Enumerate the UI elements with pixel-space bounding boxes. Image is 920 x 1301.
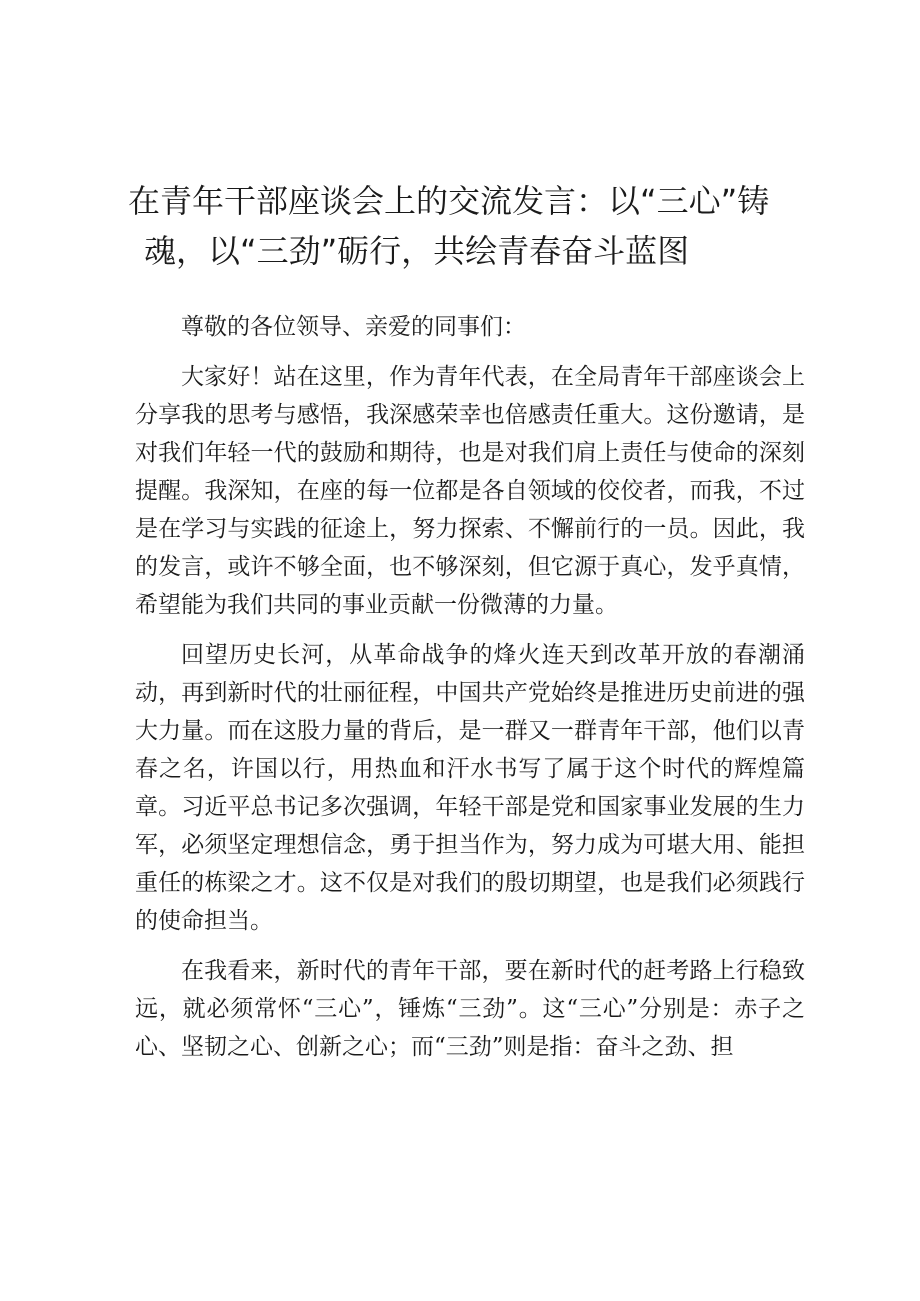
document-body	[135, 308, 805, 1078]
paragraph-3: 在我看来，新时代的青年干部，要在新时代的赶考路上行稳致远，就必须常怀“三心”，锤炼“三劲”。这“三心”分别是：赤子之心、坚韧之心、创新之心；而“三劲”则是指：奋斗之劲、担	[135, 958, 805, 1060]
paragraph-1: 大家好！站在这里，作为青年代表，在全局青年干部座谈会上分享我的思考与感悟，我深感荣幸也倍感责任重大。这份邀请，是对我们年轻一代的鼓励和期待，也是对我们肩上责任与使命的深刻提醒。我深知，在座的每一位都是各自领域的佼佼者，而我，不过是在学习与实践的征途上，努力探索、不懈前行的一员。因此，我的发言，或许不够全面，也不够深刻，但它源于真心，发乎真情，希望能为我们共同的事业贡献一份微薄的力量。	[135, 364, 805, 618]
title-line-2: 魂，以“三劲”砺行，共绘青春奋斗蓝图	[144, 232, 690, 270]
title-line-1: 在青年干部座谈会上的交流发言：以“三心”铸	[128, 182, 770, 220]
paragraph-2: 回望历史长河，从革命战争的烽火连天到改革开放的春潮涌动，再到新时代的壮丽征程，中国共产党始终是推进历史前进的强大力量。而在这股力量的背后，是一群又一群青年干部，他们以青春之名，许国以行，用热血和汗水书写了属于这个时代的辉煌篇章。习近平总书记多次强调，年轻干部是党和国家事业发展的生力军，必须坚定理想信念，勇于担当作为，努力成为可堪大用、能担重任的栋梁之才。这不仅是对我们的殷切期望，也是我们必须践行的使命担当。	[135, 642, 805, 934]
document-title	[128, 176, 818, 276]
salutation: 尊敬的各位领导、亲爱的同事们：	[181, 314, 526, 340]
